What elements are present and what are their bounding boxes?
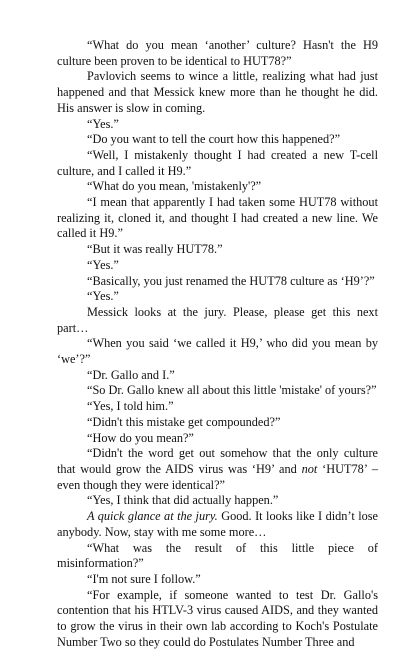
body-paragraph bbox=[57, 415, 378, 431]
text-run: “I'm not sure I follow.” bbox=[87, 571, 201, 586]
body-paragraph bbox=[57, 383, 378, 399]
text-run: “So Dr. Gallo knew all about this little 'mistake' of yours?” bbox=[87, 383, 377, 398]
italic-text: not bbox=[301, 461, 318, 476]
text-run: “What do you mean ‘another’ culture? Hasn't the H9 culture been proven to be identical to HUT78?” bbox=[57, 38, 378, 68]
body-paragraph bbox=[57, 179, 378, 195]
text-run: Pavlovich seems to wince a little, realizing what had just happened and that Messick knew more than he thought he did. His answer is slow in coming. bbox=[57, 69, 378, 115]
body-paragraph bbox=[57, 69, 378, 116]
text-run: “Didn't this mistake get compounded?” bbox=[87, 414, 281, 429]
text-run: “I mean that apparently I had taken some HUT78 without realizing it, cloned it, and thought I had created a new line. We called it H9.” bbox=[57, 195, 378, 241]
text-run: “How do you mean?” bbox=[87, 430, 194, 445]
text-run: “Didn't the word get out somehow that the only culture that would grow the AIDS virus was ‘H9’ and bbox=[57, 446, 378, 476]
body-paragraph bbox=[57, 509, 378, 540]
text-run: ‘HUT78’ – even though they were identical?” bbox=[57, 461, 378, 492]
body-paragraph bbox=[57, 195, 378, 242]
body-paragraph bbox=[57, 38, 378, 69]
text-run: Good. It looks like I didn’t lose anybody. Now, stay with me some more… bbox=[57, 509, 378, 539]
text-run: “Yes.” bbox=[87, 289, 119, 304]
body-paragraph bbox=[57, 258, 378, 274]
text-run: “Basically, you just renamed the HUT78 culture as ‘H9’?” bbox=[87, 273, 375, 288]
text-run: “Yes.” bbox=[87, 116, 119, 131]
body-paragraph bbox=[57, 132, 378, 148]
body-paragraph bbox=[57, 446, 378, 493]
text-run: “For example, if someone wanted to test Dr. Gallo's contention that his HTLV-3 virus caused AIDS, and they wanted to grow the virus in their own lab according to Koch's Postulate Number Two so they could do Postulates Number Three and bbox=[57, 587, 378, 649]
body-paragraph bbox=[57, 572, 378, 588]
body-paragraph bbox=[57, 588, 378, 650]
text-run: “Yes, I think that did actually happen.” bbox=[87, 493, 279, 508]
text-run: “What do you mean, 'mistakenly'?” bbox=[87, 179, 262, 194]
text-run: “What was the result of this little piece of misinformation?” bbox=[57, 540, 378, 571]
body-paragraph bbox=[57, 117, 378, 133]
body-paragraph bbox=[57, 431, 378, 447]
body-paragraph bbox=[57, 336, 378, 367]
text-run: “But it was really HUT78.” bbox=[87, 242, 223, 257]
body-paragraph bbox=[57, 305, 378, 336]
body-paragraph bbox=[57, 541, 378, 572]
body-paragraph bbox=[57, 368, 378, 384]
text-run: “When you said ‘we called it H9,’ who did you mean by ‘we’?” bbox=[57, 336, 378, 367]
text-run: “Well, I mistakenly thought I had created a new T-cell culture, and I called it H9.” bbox=[57, 147, 378, 178]
body-paragraph bbox=[57, 289, 378, 305]
body-paragraph bbox=[57, 148, 378, 179]
body-paragraph bbox=[57, 242, 378, 258]
text-run: “Yes, I told him.” bbox=[87, 399, 174, 414]
body-paragraph bbox=[57, 274, 378, 290]
italic-text: A quick glance at the jury. bbox=[87, 509, 218, 524]
body-paragraph bbox=[57, 399, 378, 415]
text-run: Messick looks at the jury. Please, please get this next part… bbox=[57, 304, 378, 335]
text-run: “Do you want to tell the court how this happened?” bbox=[87, 132, 341, 147]
text-run: “Dr. Gallo and I.” bbox=[87, 367, 175, 382]
text-run: “Yes.” bbox=[87, 257, 119, 272]
body-paragraph bbox=[57, 493, 378, 509]
